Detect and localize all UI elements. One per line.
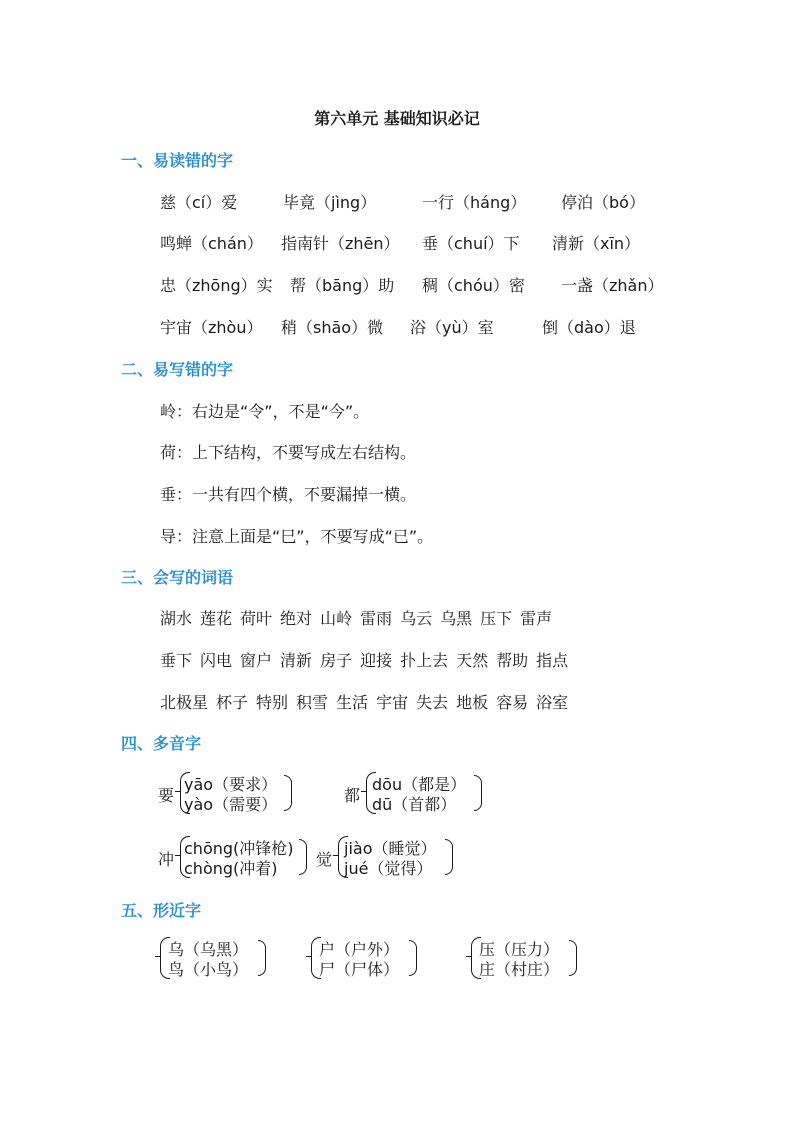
similar-char-entry: 乌（乌黑） (168, 940, 249, 959)
reading-item: 停泊（bó） (561, 193, 645, 212)
right-brace (474, 775, 482, 811)
polyphone-reading: chòng(冲着) (184, 859, 278, 878)
reading-item: 稍（shāo）微 (281, 318, 384, 337)
writing-note-3: 垂：一共有四个横，不要漏掉一横。 (160, 485, 417, 504)
section-heading-vocabulary: 三、会写的词语 (121, 568, 234, 587)
reading-item: 垂（chuí）下 (422, 234, 520, 253)
reading-item: 毕竟（jìng） (283, 193, 377, 212)
vocab-word: 失去 (416, 693, 449, 712)
section-heading-hard-to-read: 一、易读错的字 (121, 151, 234, 170)
reading-item: 慈（cí）爱 (160, 193, 238, 212)
polyphone-reading: chōng(冲锋枪) (184, 839, 294, 858)
vocab-word: 生活 (336, 693, 369, 712)
similar-char-entry: 鸟（小鸟） (168, 960, 249, 979)
reading-item: 清新（xīn） (552, 234, 641, 253)
similar-char-entry: 尸（尸体） (319, 960, 400, 979)
writing-note-4: 导：注意上面是“巳”，不要写成“已”。 (160, 527, 434, 546)
reading-item: 浴（yù）室 (410, 318, 494, 337)
polyphone-char: 冲 (158, 850, 175, 869)
section-heading-hard-to-write: 二、易写错的字 (121, 360, 234, 379)
polyphone-group-dou (344, 772, 484, 816)
section-heading-polyphones: 四、多音字 (121, 734, 202, 753)
polyphone-reading: jué（觉得） (344, 859, 433, 878)
similar-group-1 (158, 937, 270, 981)
page-title: 第六单元 基础知识必记 (314, 109, 480, 128)
reading-item: 倒（dào）退 (542, 318, 636, 337)
right-brace (299, 839, 307, 875)
vocab-word: 天然 (456, 651, 489, 670)
vocab-word: 湖水 (160, 609, 193, 628)
right-brace (569, 940, 577, 976)
vocab-word: 房子 (320, 651, 353, 670)
vocab-word: 指点 (536, 651, 569, 670)
vocab-word: 绝对 (280, 609, 313, 628)
vocab-word: 清新 (280, 651, 313, 670)
right-brace (409, 940, 417, 976)
vocab-word: 乌黑 (440, 609, 473, 628)
vocab-word: 乌云 (400, 609, 433, 628)
polyphone-char: 觉 (316, 850, 333, 869)
vocab-row-1 (160, 606, 560, 629)
vocab-word: 荷叶 (240, 609, 273, 628)
writing-note-2: 荷：上下结构，不要写成左右结构。 (160, 443, 417, 462)
vocab-word: 窗户 (240, 651, 273, 670)
vocab-word: 山岭 (320, 609, 353, 628)
reading-item: 稠（chóu）密 (422, 276, 525, 295)
similar-group-3 (469, 937, 581, 981)
polyphone-reading: yào（需要） (184, 795, 278, 814)
vocab-word: 压下 (480, 609, 513, 628)
vocab-word: 地板 (456, 693, 489, 712)
vocab-word: 雷声 (520, 609, 553, 628)
polyphone-reading: dōu（都是） (372, 775, 467, 794)
vocab-row-2 (160, 648, 576, 671)
reading-item: 帮（bāng）助 (290, 276, 395, 295)
vocab-word: 雷雨 (360, 609, 393, 628)
vocab-word: 垂下 (160, 651, 193, 670)
polyphone-char: 都 (344, 786, 361, 805)
vocab-word: 闪电 (200, 651, 233, 670)
similar-char-entry: 户（户外） (319, 940, 400, 959)
reading-item: 宇宙（zhòu） (160, 318, 263, 337)
vocab-word: 特别 (256, 693, 289, 712)
vocab-word: 迎接 (360, 651, 393, 670)
reading-item: 鸣蝉（chán） (160, 234, 263, 253)
reading-item: 一行（háng） (422, 193, 527, 212)
polyphone-group-jue (316, 836, 456, 880)
polyphone-reading: yāo（要求） (184, 775, 278, 794)
polyphone-reading: jiào（睡觉） (344, 839, 437, 858)
section-heading-similar-chars: 五、形近字 (121, 901, 202, 920)
vocab-word: 宇宙 (376, 693, 409, 712)
vocab-word: 杯子 (216, 693, 249, 712)
polyphone-group-yao (158, 772, 298, 816)
writing-note-1: 岭：右边是“令”，不是“今”。 (160, 402, 370, 421)
polyphone-group-chong (158, 836, 308, 880)
vocab-word: 北极星 (160, 693, 209, 712)
vocab-word: 帮助 (496, 651, 529, 670)
polyphone-reading: dū（首都） (372, 795, 457, 814)
vocab-row-3 (160, 690, 576, 713)
right-brace (284, 775, 292, 811)
reading-item: 指南针（zhēn） (281, 234, 400, 253)
vocab-word: 扑上去 (400, 651, 449, 670)
polyphone-char: 要 (158, 786, 175, 805)
right-brace (258, 940, 266, 976)
reading-item: 忠（zhōng）实 (160, 276, 273, 295)
vocab-word: 容易 (496, 693, 529, 712)
vocab-word: 莲花 (200, 609, 233, 628)
similar-char-entry: 庄（村庄） (479, 960, 560, 979)
right-brace (445, 839, 453, 875)
vocab-word: 积雪 (296, 693, 329, 712)
vocab-word: 浴室 (536, 693, 569, 712)
similar-char-entry: 压（压力） (479, 940, 560, 959)
reading-item: 一盏（zhǎn） (561, 276, 664, 295)
similar-group-2 (309, 937, 421, 981)
